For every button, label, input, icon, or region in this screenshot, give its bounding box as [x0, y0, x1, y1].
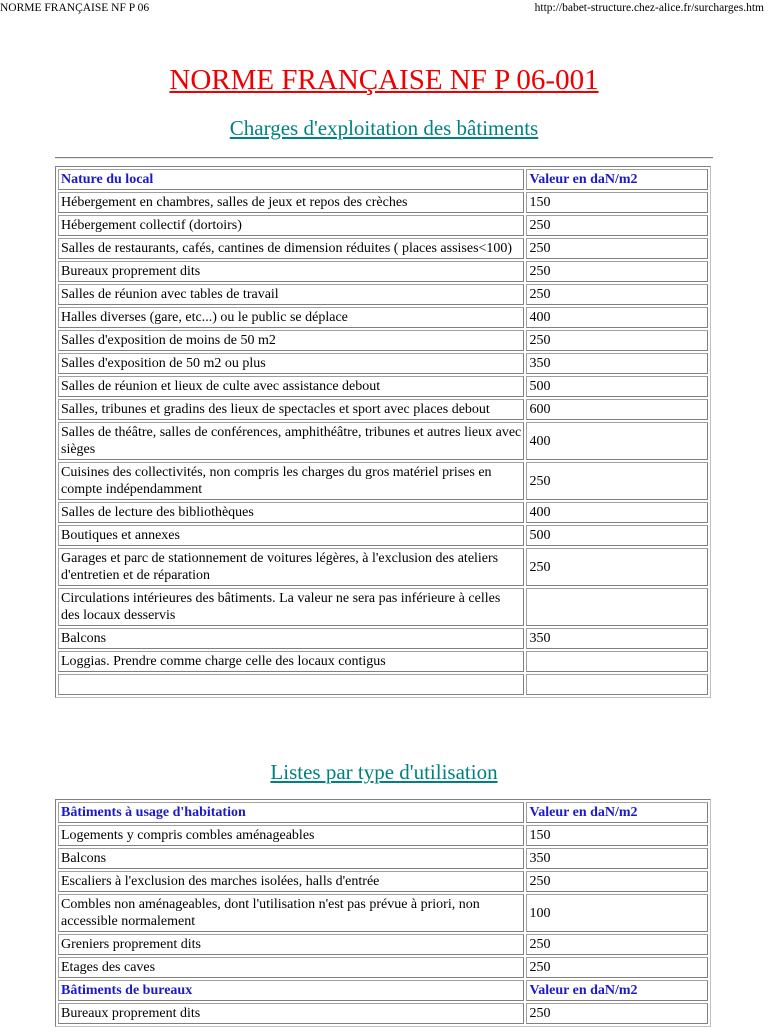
table-header-row — [58, 802, 708, 823]
column-header-label: Bâtiments à usage d'habitation — [58, 802, 524, 823]
cell-value: 150 — [526, 192, 708, 213]
cell-nature: Balcons — [58, 848, 524, 869]
cell-nature: Bureaux proprement dits — [58, 1003, 524, 1024]
print-header — [0, 0, 768, 18]
column-header-value: Valeur en daN/m2 — [526, 802, 708, 823]
table-row — [58, 307, 708, 328]
cell-nature: Logements y compris combles aménageables — [58, 825, 524, 846]
cell-nature: Hébergement collectif (dortoirs) — [58, 215, 524, 236]
cell-value: 150 — [526, 825, 708, 846]
cell-value: 250 — [526, 548, 708, 586]
cell-value: 250 — [526, 1003, 708, 1024]
cell-value: 400 — [526, 422, 708, 460]
cell-value: 250 — [526, 215, 708, 236]
print-header-left: NORME FRANÇAISE NF P 06 — [0, 2, 150, 14]
table-row — [58, 848, 708, 869]
table-row — [58, 192, 708, 213]
cell-nature: Etages des caves — [58, 957, 524, 978]
cell-nature: Salles d'exposition de moins de 50 m2 — [58, 330, 524, 351]
cell-nature: Balcons — [58, 628, 524, 649]
cell-nature: Salles d'exposition de 50 m2 ou plus — [58, 353, 524, 374]
table-row — [58, 353, 708, 374]
cell-value: 250 — [526, 261, 708, 282]
page-title: NORME FRANÇAISE NF P 06-001 — [169, 64, 599, 96]
table-row — [58, 330, 708, 351]
table-row — [58, 934, 708, 955]
table-row — [58, 1003, 708, 1024]
cell-value — [526, 651, 708, 672]
table-row — [58, 588, 708, 626]
cell-nature: Hébergement en chambres, salles de jeux et repos des crèches — [58, 192, 524, 213]
cell-nature: Salles, tribunes et gradins des lieux de spectacles et sport avec places debout — [58, 399, 524, 420]
cell-nature: Boutiques et annexes — [58, 525, 524, 546]
cell-value: 250 — [526, 284, 708, 305]
cell-value: 250 — [526, 934, 708, 955]
cell-value: 350 — [526, 628, 708, 649]
table-row — [58, 525, 708, 546]
cell-value: 400 — [526, 502, 708, 523]
table-row — [58, 238, 708, 259]
cell-nature: Loggias. Prendre comme charge celle des locaux contigus — [58, 651, 524, 672]
cell-value: 250 — [526, 330, 708, 351]
table-row — [58, 399, 708, 420]
cell-value — [526, 674, 708, 695]
cell-nature: Combles non aménageables, dont l'utilisation n'est pas prévue à priori, non accessible normalement — [58, 894, 524, 932]
horizontal-rule — [55, 157, 713, 159]
usage-table — [55, 799, 711, 1027]
column-header-label: Bâtiments de bureaux — [58, 980, 524, 1001]
table-row — [58, 628, 708, 649]
table-row — [58, 502, 708, 523]
cell-nature: Halles diverses (gare, etc...) ou le public se déplace — [58, 307, 524, 328]
cell-value: 250 — [526, 462, 708, 500]
table-row — [58, 376, 708, 397]
table-header-row — [58, 980, 708, 1001]
cell-nature — [58, 674, 524, 695]
table-row — [58, 215, 708, 236]
table-row — [58, 957, 708, 978]
cell-nature: Salles de réunion et lieux de culte avec assistance debout — [58, 376, 524, 397]
cell-value: 600 — [526, 399, 708, 420]
column-header-value: Valeur en daN/m2 — [526, 980, 708, 1001]
cell-value: 250 — [526, 238, 708, 259]
cell-value: 100 — [526, 894, 708, 932]
cell-value: 350 — [526, 353, 708, 374]
cell-value: 250 — [526, 957, 708, 978]
cell-value: 400 — [526, 307, 708, 328]
table-row — [58, 894, 708, 932]
cell-nature: Salles de lecture des bibliothèques — [58, 502, 524, 523]
cell-nature: Salles de restaurants, cafés, cantines de dimension réduites ( places assises<100) — [58, 238, 524, 259]
cell-value: 250 — [526, 871, 708, 892]
print-header-url: http://babet-structure.chez-alice.fr/surcharges.htm — [534, 2, 764, 14]
table-row — [58, 548, 708, 586]
cell-nature: Salles de théâtre, salles de conférences, amphithéâtre, tribunes et autres lieux avec sièges — [58, 422, 524, 460]
cell-nature: Cuisines des collectivités, non compris les charges du gros matériel prises en compte indépendamment — [58, 462, 524, 500]
table-row — [58, 825, 708, 846]
table-row — [58, 674, 708, 695]
table-row — [58, 284, 708, 305]
charges-table — [55, 166, 711, 698]
table-row — [58, 261, 708, 282]
cell-nature: Escaliers à l'exclusion des marches isolées, halls d'entrée — [58, 871, 524, 892]
cell-nature: Circulations intérieures des bâtiments. La valeur ne sera pas inférieure à celles des locaux desservis — [58, 588, 524, 626]
section-title-usage-lists: Listes par type d'utilisation — [270, 760, 498, 784]
column-header-value: Valeur en daN/m2 — [526, 169, 708, 190]
table-row — [58, 422, 708, 460]
cell-value — [526, 588, 708, 626]
table-row — [58, 462, 708, 500]
cell-nature: Greniers proprement dits — [58, 934, 524, 955]
cell-nature: Garages et parc de stationnement de voitures légères, à l'exclusion des ateliers d'entretien et de réparation — [58, 548, 524, 586]
section-title-charges: Charges d'exploitation des bâtiments — [229, 116, 539, 140]
cell-value: 350 — [526, 848, 708, 869]
table-row — [58, 871, 708, 892]
cell-nature: Salles de réunion avec tables de travail — [58, 284, 524, 305]
table-header-row — [58, 169, 708, 190]
cell-nature: Bureaux proprement dits — [58, 261, 524, 282]
cell-value: 500 — [526, 525, 708, 546]
column-header-label: Nature du local — [58, 169, 524, 190]
cell-value: 500 — [526, 376, 708, 397]
table-row — [58, 651, 708, 672]
